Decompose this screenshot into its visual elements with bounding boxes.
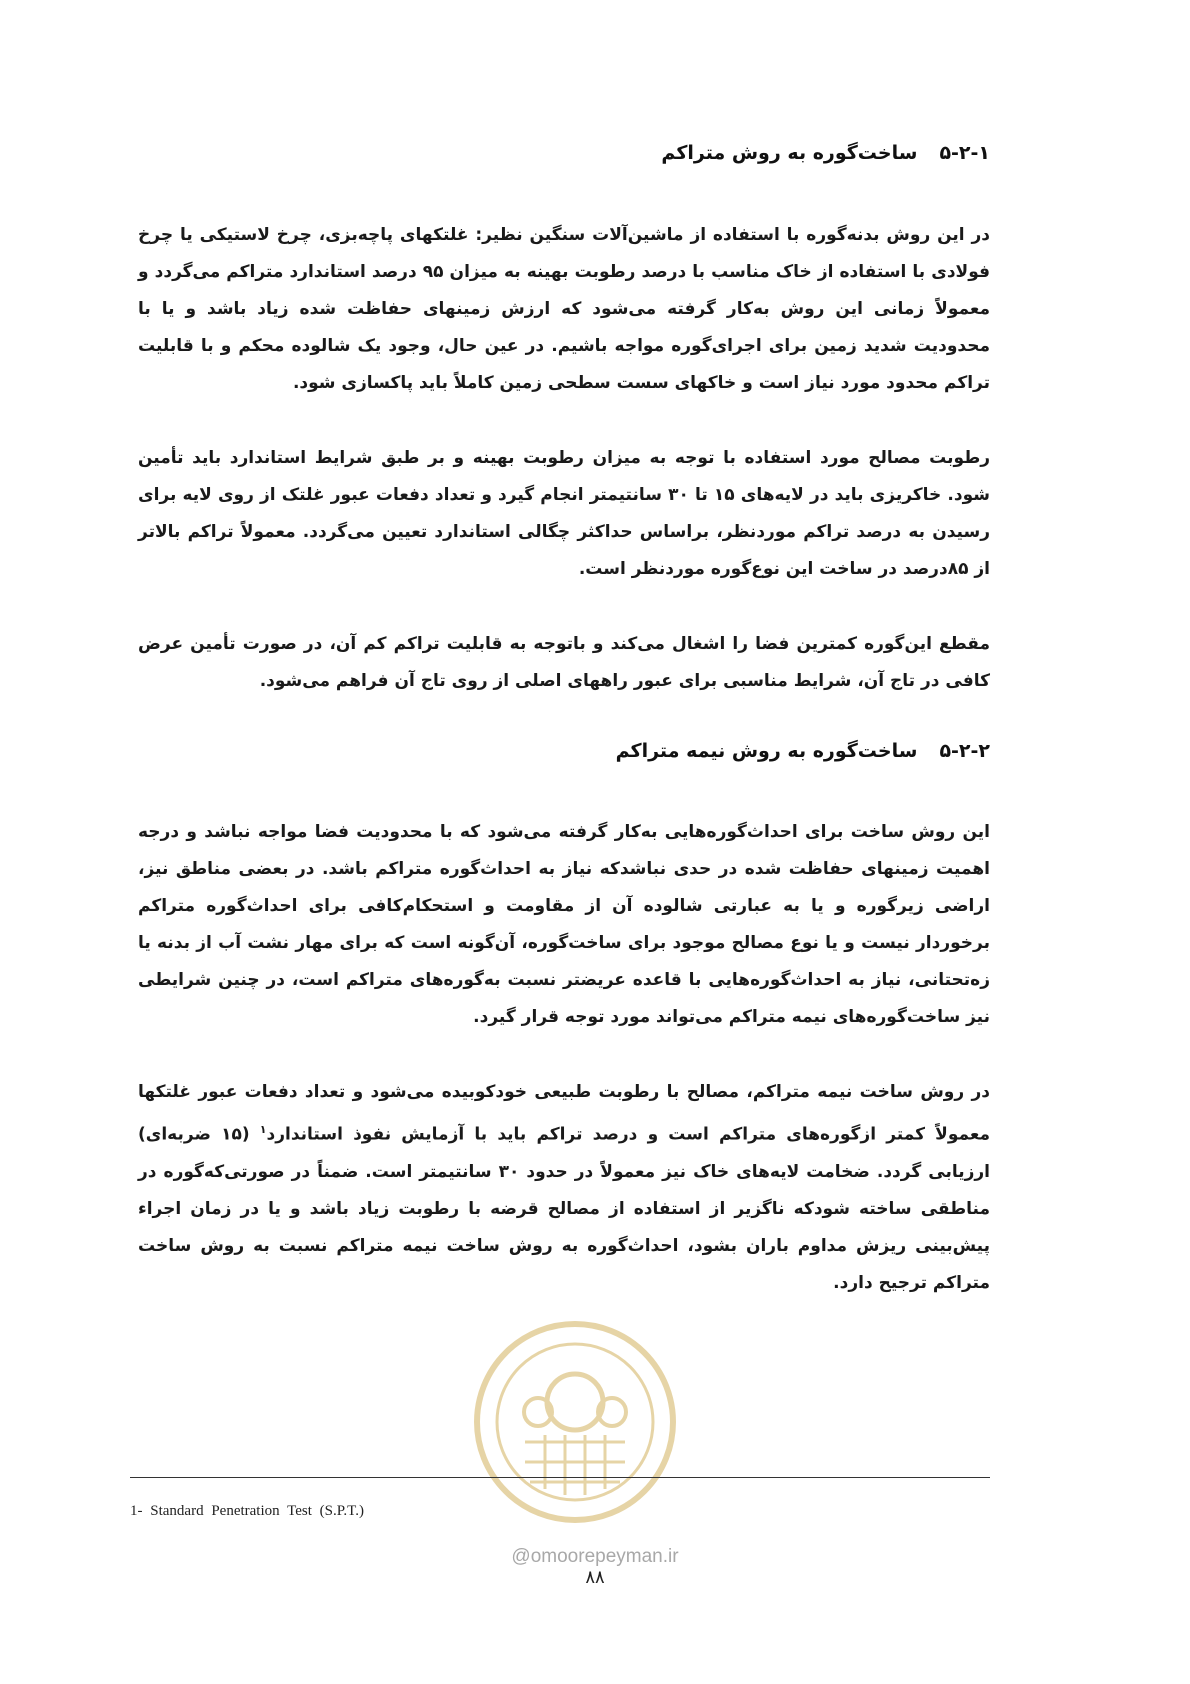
section-number-2: ۵-۲-۲ [939, 739, 990, 762]
page-number: ۸۸ [585, 1567, 605, 1588]
paragraph-text: در روش ساخت نیمه متراکم، مصالح با رطوبت طبیعی خودکوبیده می‌شود و تعداد دفعات عبور غلتکها معمولاً کمتر ازگوره‌های متراکم است و درصد تراکم باید با آزمایش نفوذ استاندارد [138, 1082, 991, 1145]
paragraph: رطوبت مصالح مورد استفاده با توجه به میزان رطوبت بهینه و بر طبق شرایط استاندارد باید تأمین شود. خاکریزی باید در لایه‌های ۱۵ تا ۳۰ سانتیمتر انجام گیرد و تعداد دفعات عبور غلتک از روی لایه برای رسیدن به درصد تراکم موردنظر، براساس حداکثر چگالی استاندارد تعیین می‌گردد. معمولاً تراکم بالاتر از ۸۵درصد در ساخت این نوع‌گوره موردنظر است. [138, 447, 990, 579]
paragraph [138, 1074, 990, 1302]
watermark-seal-icon [470, 1317, 680, 1527]
paragraph: در این روش بدنه‌گوره با استفاده از ماشین‌آلات سنگین نظیر: غلتکهای پاچه‌بزی، چرخ لاستیکی یا چرخ فولادی با استفاده از خاک مناسب با درصد رطوبت بهینه به میزان ۹۵ درصد استاندارد متراکم می‌گردد و معمولاً زمانی این روش به‌کار گرفته می‌شود که ارزش زمینهای حفاظت شده زیاد باشد و یا با محدودیت شدید زمین برای اجرای‌گوره مواجه باشیم. در عین حال، وجود یک شالوده محکم و با قابلیت تراکم محدود مورد نیاز است و خاکهای سست سطحی زمین کاملاً باید پاکسازی شود. [138, 224, 990, 393]
paragraph: مقطع این‌گوره کمترین فضا را اشغال می‌کند و باتوجه به قابلیت تراکم کم آن، در صورت تأمین عرض کافی در تاج آن، شرایط مناسبی برای عبور راههای اصلی از روی تاج آن فراهم می‌شود. [138, 633, 990, 691]
section-title-1: ساخت‌گوره به روش متراکم [661, 142, 918, 164]
paragraph-text: (۱۵ ضربه‌ای) ارزیابی گردد. ضخامت لایه‌های خاک نیز معمولاً در حدود ۳۰ سانتیمتر است. ضمناً در صورتی‌که‌گوره در مناطقی ساخته شودکه ناگزیر از استفاده از مصالح قرضه با رطوبت زیاد باشد و یا در زمان اجراء پیش‌بینی ریزش مداوم باران بشود، احداث‌گوره به روش ساخت نیمه متراکم نسبت به روش ساخت متراکم ترجیح دارد. [138, 1124, 990, 1293]
section-heading-2 [138, 738, 990, 765]
paragraph: این روش ساخت برای احداث‌گوره‌هایی به‌کار گرفته می‌شود که با محدودیت فضا مواجه نباشد و درجه اهمیت زمینهای حفاظت شده در حدی نباشدکه نیاز به احداث‌گوره متراکم باشد. در بعضی مناطق نیز، اراضی زیرگوره و یا به عبارتی شالوده آن از مقاومت و استحکام‌کافی برای احداث‌گوره متراکم برخوردار نیست و یا نوع مصالح موجود برای ساخت‌گوره، آن‌گونه است که برای مهار نشت آب از بدنه یا زه‌تحتانی، نیاز به احداث‌گوره‌هایی با قاعده عریضتر نسبت به‌گوره‌های متراکم است، در چنین شرایطی نیز ساخت‌گوره‌های نیمه متراکم می‌تواند مورد توجه قرار گیرد. [138, 822, 990, 1028]
watermark-url: @omoorepeyman.ir [511, 1546, 679, 1567]
page-content [138, 140, 990, 1302]
footnote-divider [130, 1477, 990, 1478]
footnote: 1- Standard Penetration Test (S.P.T.) [130, 1503, 364, 1519]
section-title-2: ساخت‌گوره به روش نیمه متراکم [615, 739, 918, 762]
section-heading-1 [138, 140, 990, 167]
footnote-marker: ۱ [259, 1123, 267, 1137]
section-number-1: ۵-۲-۱ [939, 142, 990, 164]
